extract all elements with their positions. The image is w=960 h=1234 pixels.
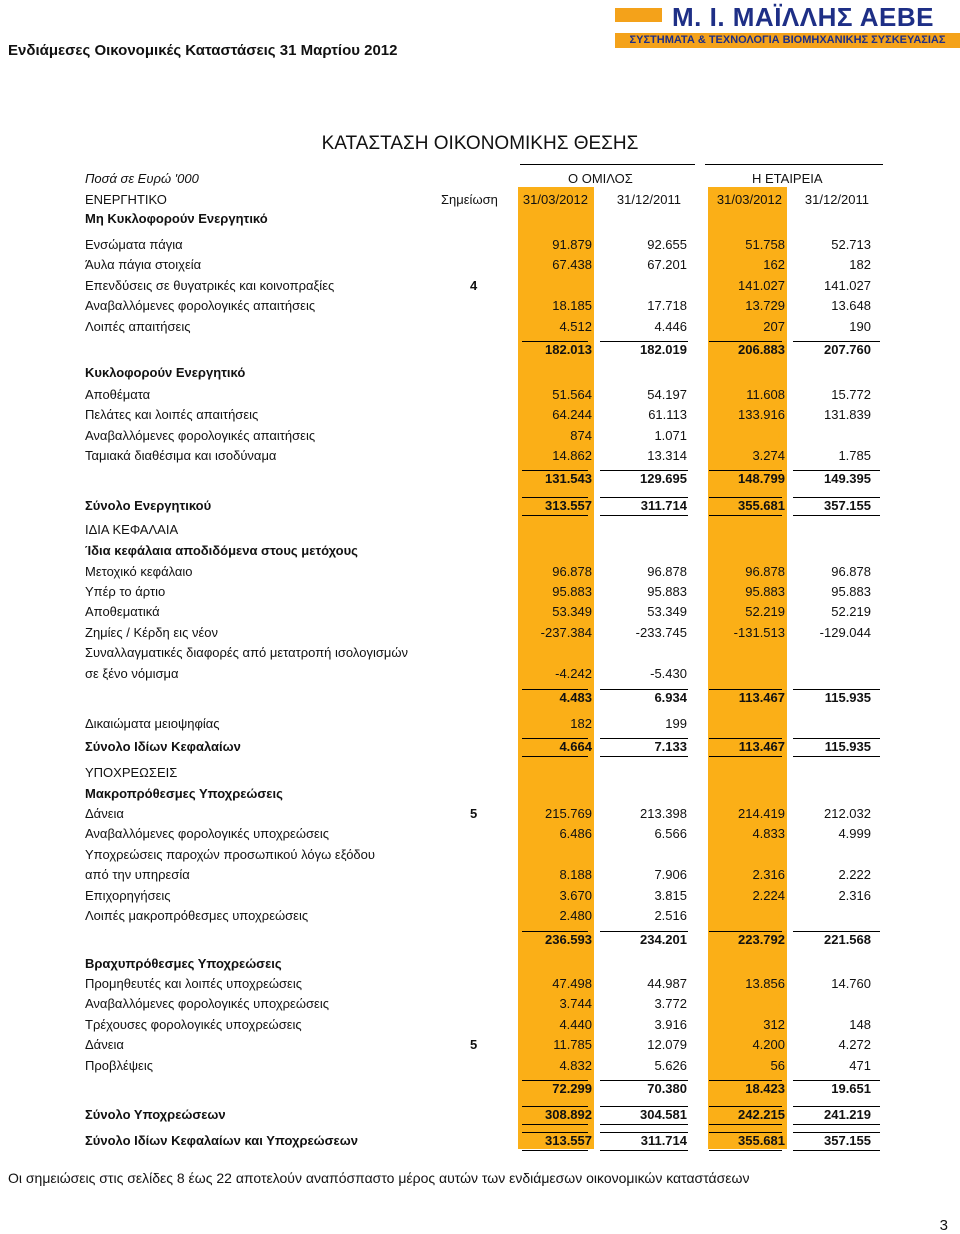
page-number: 3 [939, 1217, 948, 1234]
row-value-0: 215.769 [545, 806, 592, 821]
table-row [0, 469, 960, 489]
row-label: Ενσώματα πάγια [85, 237, 183, 252]
row-value-1: 304.581 [640, 1107, 687, 1122]
assets-header: ΕΝΕΡΓΗΤΙΚΟ [85, 192, 167, 207]
total-rule [709, 1124, 782, 1125]
row-value-3: 52.713 [831, 237, 871, 252]
document-header-title: Ενδιάμεσες Οικονομικές Καταστάσεις 31 Μαρτίου 2012 [8, 42, 398, 59]
company-logo-name: Μ. Ι. ΜΑΪΛΛΗΣ ΑΕΒΕ [672, 2, 934, 32]
row-value-3: 2.316 [838, 888, 871, 903]
row-value-3: 4.272 [838, 1037, 871, 1052]
row-value-2: 113.467 [738, 690, 785, 705]
row-value-2: 96.878 [745, 564, 785, 579]
table-row [0, 737, 960, 757]
date-header-2: 31/03/2012 [716, 192, 782, 207]
row-value-3: 357.155 [824, 498, 871, 513]
subtotal-rule [709, 1106, 782, 1107]
row-value-0: 313.557 [545, 1133, 592, 1148]
row-label: Προβλέψεις [85, 1058, 154, 1073]
row-value-1: 199 [665, 716, 687, 731]
date-header-0: 31/03/2012 [522, 192, 588, 207]
row-value-3: 95.883 [831, 584, 871, 599]
row-label: Υποχρεώσεις παροχών προσωπικού λόγω εξόδου [85, 847, 375, 862]
subtotal-rule [793, 470, 880, 471]
row-note: 5 [470, 1037, 478, 1052]
subtotal-rule [522, 689, 588, 690]
subtotal-rule [600, 1080, 688, 1081]
row-value-0: 4.512 [559, 319, 592, 334]
row-value-0: 47.498 [552, 976, 592, 991]
row-value-3: 115.935 [824, 739, 871, 754]
row-value-3: 52.219 [831, 604, 871, 619]
row-value-1: 3.815 [654, 888, 687, 903]
table-row [0, 906, 960, 926]
table-row [0, 1015, 960, 1035]
row-label: Αναβαλλόμενες φορολογικές υποχρεώσεις [85, 826, 329, 841]
subtotal-rule [522, 497, 588, 498]
row-label: Αναβαλλόμενες φορολογικές απαιτήσεις [85, 428, 316, 443]
subtotal-rule [600, 931, 688, 932]
subtotal-rule [522, 341, 588, 342]
row-value-2: 95.883 [745, 584, 785, 599]
row-value-0: 11.785 [553, 1037, 592, 1052]
row-value-0: 3.744 [559, 996, 592, 1011]
row-value-2: 355.681 [738, 1133, 785, 1148]
row-value-1: 61.113 [648, 407, 687, 422]
table-row [0, 582, 960, 602]
row-value-1: 5.626 [654, 1058, 687, 1073]
subtotal-rule [522, 1132, 588, 1133]
group-header: Ο ΟΜΙΛΟΣ [568, 171, 633, 186]
table-row [0, 541, 960, 561]
row-label: Συναλλαγματικές διαφορές από μετατροπή ισολογισμών [85, 645, 408, 660]
row-label: Τρέχουσες φορολογικές υποχρεώσεις [85, 1017, 302, 1032]
table-row [0, 623, 960, 643]
table-row [0, 845, 960, 865]
row-value-2: 4.833 [752, 826, 785, 841]
table-row [0, 714, 960, 734]
row-value-0: 182.013 [545, 342, 592, 357]
table-row [0, 385, 960, 405]
row-value-1: 70.380 [647, 1081, 687, 1096]
row-value-2: 52.219 [745, 604, 785, 619]
row-value-3: 471 [849, 1058, 871, 1073]
row-value-1: 6.934 [654, 690, 687, 705]
row-value-3: 19.651 [831, 1081, 871, 1096]
row-value-1: 17.718 [647, 298, 687, 313]
row-value-3: 149.395 [824, 471, 871, 486]
row-label: σε ξένο νόμισμα [85, 666, 179, 681]
subtotal-rule [709, 470, 782, 471]
row-value-0: 4.440 [559, 1017, 592, 1032]
total-rule [793, 515, 880, 516]
row-value-1: 6.566 [654, 826, 687, 841]
subtotal-rule [522, 470, 588, 471]
date-header-1: 31/12/2011 [616, 192, 681, 207]
row-value-1: 311.714 [640, 1133, 687, 1148]
subtotal-rule [522, 1080, 588, 1081]
row-value-1: 95.883 [647, 584, 687, 599]
row-label: Βραχυπρόθεσμες Υποχρεώσεις [85, 956, 282, 971]
row-label: Σύνολο Ενεργητικού [85, 498, 212, 513]
row-value-3: 131.839 [824, 407, 871, 422]
row-value-1: 7.133 [654, 739, 687, 754]
row-value-2: 214.419 [738, 806, 785, 821]
row-value-1: 3.916 [654, 1017, 687, 1032]
row-value-1: 7.906 [654, 867, 687, 882]
subtotal-rule [709, 689, 782, 690]
footer-note: Οι σημειώσεις στις σελίδες 8 έως 22 αποτελούν αναπόσπαστο μέρος αυτών των ενδιάμεσων οικονομικών καταστάσεων [8, 1170, 750, 1186]
row-value-2: 13.729 [745, 298, 785, 313]
total-rule [522, 515, 588, 516]
row-label: Πελάτες και λοιπές απαιτήσεις [85, 407, 259, 422]
table-row [0, 1105, 960, 1125]
subtotal-rule [709, 497, 782, 498]
table-row [0, 886, 960, 906]
row-value-0: 131.543 [545, 471, 592, 486]
row-value-0: 8.188 [559, 867, 592, 882]
row-value-2: 242.215 [738, 1107, 785, 1122]
company-logo-tagline: ΣΥΣΤΗΜΑΤΑ & ΤΕΧΝΟΛΟΓΙΑ ΒΙΟΜΗΧΑΝΙΚΗΣ ΣΥΣΚΕΥΑΣΙΑΣ [615, 33, 960, 48]
row-label: Προμηθευτές και λοιπές υποχρεώσεις [85, 976, 303, 991]
row-value-2: 223.792 [738, 932, 785, 947]
subtotal-rule [600, 470, 688, 471]
total-rule [600, 1124, 688, 1125]
subtotal-rule [522, 931, 588, 932]
table-row [0, 520, 960, 540]
table-row [0, 602, 960, 622]
row-value-0: 2.480 [559, 908, 592, 923]
total-rule [522, 1124, 588, 1125]
row-value-3: 13.648 [831, 298, 871, 313]
row-label: Αποθέματα [85, 387, 151, 402]
table-row [0, 209, 960, 229]
row-value-1: 12.079 [647, 1037, 687, 1052]
row-label: Αποθεματικά [85, 604, 160, 619]
row-value-0: 91.879 [552, 237, 592, 252]
subtotal-rule [793, 1080, 880, 1081]
row-value-3: 4.999 [838, 826, 871, 841]
row-value-2: 133.916 [738, 407, 785, 422]
row-value-0: 96.878 [552, 564, 592, 579]
row-label: Μη Κυκλοφορούν Ενεργητικό [85, 211, 268, 226]
row-value-0: 67.438 [552, 257, 592, 272]
table-row [0, 296, 960, 316]
table-row [0, 763, 960, 783]
row-value-0: 64.244 [552, 407, 592, 422]
row-value-0: 18.185 [552, 298, 592, 313]
table-row [0, 405, 960, 425]
row-value-1: 2.516 [654, 908, 687, 923]
subtotal-rule [709, 341, 782, 342]
total-rule [600, 1150, 688, 1151]
row-label: Ζημίες / Κέρδη εις νέον [85, 625, 218, 640]
table-row [0, 496, 960, 516]
table-row [0, 446, 960, 466]
total-rule [522, 1150, 588, 1151]
row-label: ΥΠΟΧΡΕΩΣΕΙΣ [85, 765, 178, 780]
table-row [0, 974, 960, 994]
row-value-2: 13.856 [745, 976, 785, 991]
row-value-2: -131.513 [733, 625, 785, 640]
row-note: 4 [470, 278, 478, 293]
row-value-3: 115.935 [824, 690, 871, 705]
row-value-3: 357.155 [824, 1133, 871, 1148]
total-rule [600, 515, 688, 516]
row-value-3: 2.222 [838, 867, 871, 882]
table-row [0, 363, 960, 383]
row-value-3: 1.785 [838, 448, 871, 463]
row-value-2: 148.799 [738, 471, 785, 486]
subtotal-rule [709, 1080, 782, 1081]
row-value-3: 207.760 [824, 342, 871, 357]
row-value-3: 182 [849, 257, 871, 272]
row-value-1: 213.398 [640, 806, 687, 821]
total-rule [709, 756, 782, 757]
row-value-0: 14.862 [552, 448, 592, 463]
row-value-2: 18.423 [745, 1081, 785, 1096]
row-value-1: 311.714 [640, 498, 687, 513]
row-value-1: 129.695 [640, 471, 687, 486]
table-row [0, 562, 960, 582]
row-value-1: 67.201 [647, 257, 687, 272]
header-rule-company [705, 164, 883, 165]
row-value-0: 4.483 [559, 690, 592, 705]
row-label: Επενδύσεις σε θυγατρικές και κοινοπραξίες [85, 278, 335, 293]
row-value-0: 53.349 [552, 604, 592, 619]
row-value-3: -129.044 [819, 625, 871, 640]
subtotal-rule [709, 931, 782, 932]
subtotal-rule [600, 497, 688, 498]
row-label: ΙΔΙΑ ΚΕΦΑΛΑΙΑ [85, 522, 179, 537]
statement-title: ΚΑΤΑΣΤΑΣΗ ΟΙΚΟΝΟΜΙΚΗΣ ΘΕΣΗΣ [321, 133, 639, 154]
row-value-0: 3.670 [559, 888, 592, 903]
row-value-3: 221.568 [824, 932, 871, 947]
row-label: Σύνολο Ιδίων Κεφαλαίων και Υποχρεώσεων [85, 1133, 358, 1148]
row-value-1: 92.655 [647, 237, 687, 252]
row-value-1: 13.314 [647, 448, 687, 463]
table-row [0, 1131, 960, 1151]
row-value-0: 313.557 [545, 498, 592, 513]
row-label: Λοιπές απαιτήσεις [85, 319, 191, 334]
row-label: Κυκλοφορούν Ενεργητικό [85, 365, 246, 380]
row-value-0: 6.486 [559, 826, 592, 841]
total-rule [522, 756, 588, 757]
row-value-3: 96.878 [831, 564, 871, 579]
row-value-2: 2.316 [752, 867, 785, 882]
row-label: Μετοχικό κεφάλαιο [85, 564, 193, 579]
row-value-2: 56 [770, 1058, 785, 1073]
row-value-3: 190 [849, 319, 871, 334]
table-row [0, 1035, 960, 1055]
row-value-1: -233.745 [635, 625, 687, 640]
table-row [0, 804, 960, 824]
subtotal-rule [793, 1106, 880, 1107]
row-value-0: 95.883 [552, 584, 592, 599]
row-value-2: 162 [763, 257, 785, 272]
table-row [0, 1056, 960, 1076]
row-value-2: 113.467 [738, 739, 785, 754]
row-value-2: 3.274 [752, 448, 785, 463]
row-value-0: 72.299 [552, 1081, 592, 1096]
row-label: από την υπηρεσία [85, 867, 190, 882]
row-value-2: 206.883 [738, 342, 785, 357]
table-row [0, 824, 960, 844]
table-row [0, 930, 960, 950]
row-value-2: 0 [777, 996, 785, 1011]
table-row [0, 865, 960, 885]
row-value-2: 0 [777, 666, 785, 681]
row-label: Δάνεια [85, 806, 124, 821]
subtotal-rule [793, 931, 880, 932]
company-logo-mark [615, 8, 662, 22]
table-row [0, 255, 960, 275]
table-row [0, 426, 960, 446]
row-value-1: 96.878 [647, 564, 687, 579]
table-row [0, 994, 960, 1014]
company-header: Η ΕΤΑΙΡΕΙΑ [752, 171, 823, 186]
table-row [0, 235, 960, 255]
row-label: Άυλα πάγια στοιχεία [85, 257, 202, 272]
row-value-1: 3.772 [654, 996, 687, 1011]
row-value-0: -4.242 [555, 666, 592, 681]
row-label: Σύνολο Υποχρεώσεων [85, 1107, 226, 1122]
row-value-2: 0 [777, 908, 785, 923]
row-value-2: 0 [777, 428, 785, 443]
row-value-3: 15.772 [831, 387, 871, 402]
date-header-3: 31/12/2011 [804, 192, 869, 207]
table-row [0, 317, 960, 337]
subtotal-rule [600, 738, 688, 739]
row-value-3: 212.032 [824, 806, 871, 821]
subtotal-rule [600, 1106, 688, 1107]
table-row [0, 784, 960, 804]
row-value-3: 14.760 [831, 976, 871, 991]
table-row [0, 643, 960, 663]
subtotal-rule [793, 1132, 880, 1133]
row-value-1: 234.201 [640, 932, 687, 947]
row-value-2: 141.027 [738, 278, 785, 293]
row-value-1: 1.071 [654, 428, 687, 443]
row-value-1: 182.019 [640, 342, 687, 357]
row-label: Λοιπές μακροπρόθεσμες υποχρεώσεις [85, 908, 309, 923]
row-label: Δάνεια [85, 1037, 124, 1052]
table-row [0, 954, 960, 974]
row-value-2: 312 [763, 1017, 785, 1032]
row-label: Αναβαλλόμενες φορολογικές υποχρεώσεις [85, 996, 329, 1011]
total-rule [793, 1150, 880, 1151]
row-value-0: 4.832 [559, 1058, 592, 1073]
row-value-3: 148 [849, 1017, 871, 1032]
table-row [0, 664, 960, 684]
row-value-1: 54.197 [647, 387, 687, 402]
subtotal-rule [522, 1106, 588, 1107]
total-rule [600, 756, 688, 757]
table-row [0, 340, 960, 360]
subtotal-rule [522, 738, 588, 739]
row-value-2: 207 [763, 319, 785, 334]
row-value-0: 236.593 [545, 932, 592, 947]
row-value-2: 11.608 [746, 387, 785, 402]
row-value-0: 4.664 [559, 739, 592, 754]
row-label: Δικαιώματα μειοψηφίας [85, 716, 220, 731]
row-note: 5 [470, 806, 478, 821]
table-row [0, 1079, 960, 1099]
row-label: Ταμιακά διαθέσιμα και ισοδύναμα [85, 448, 277, 463]
row-value-1: 53.349 [647, 604, 687, 619]
row-label: Ίδια κεφάλαια αποδιδόμενα στους μετόχους [85, 543, 358, 558]
row-value-2: 2.224 [752, 888, 785, 903]
subtotal-rule [709, 1132, 782, 1133]
row-value-0: 308.892 [545, 1107, 592, 1122]
table-row [0, 276, 960, 296]
subtotal-rule [793, 738, 880, 739]
row-label: Επιχορηγήσεις [85, 888, 171, 903]
row-value-0: -237.384 [540, 625, 592, 640]
row-value-3: 141.027 [824, 278, 871, 293]
row-value-2: 4.200 [752, 1037, 785, 1052]
row-label: Υπέρ το άρτιο [85, 584, 166, 599]
row-label: Αναβαλλόμενες φορολογικές απαιτήσεις [85, 298, 316, 313]
subtotal-rule [600, 1132, 688, 1133]
total-rule [793, 1124, 880, 1125]
total-rule [793, 756, 880, 757]
row-value-0: 51.564 [552, 387, 592, 402]
subtotal-rule [709, 738, 782, 739]
row-value-0: 182 [570, 716, 592, 731]
row-value-2: 0 [777, 716, 785, 731]
total-rule [709, 1150, 782, 1151]
table-row [0, 688, 960, 708]
row-value-2: 51.758 [745, 237, 785, 252]
row-value-1: -5.430 [650, 666, 687, 681]
note-header: Σημείωση [441, 192, 498, 207]
row-value-2: 355.681 [738, 498, 785, 513]
subtotal-rule [600, 689, 688, 690]
row-value-3: 241.219 [824, 1107, 871, 1122]
row-value-1: 4.446 [654, 319, 687, 334]
subtotal-rule [793, 341, 880, 342]
total-rule [709, 515, 782, 516]
subtotal-rule [600, 341, 688, 342]
row-value-0: 874 [570, 428, 592, 443]
subtotal-rule [793, 689, 880, 690]
row-label: Σύνολο Ιδίων Κεφαλαίων [85, 739, 241, 754]
row-value-1: 44.987 [647, 976, 687, 991]
currency-label: Ποσά σε Ευρώ '000 [85, 171, 199, 186]
subtotal-rule [793, 497, 880, 498]
header-rule-group [520, 164, 695, 165]
row-label: Μακροπρόθεσμες Υποχρεώσεις [85, 786, 283, 801]
